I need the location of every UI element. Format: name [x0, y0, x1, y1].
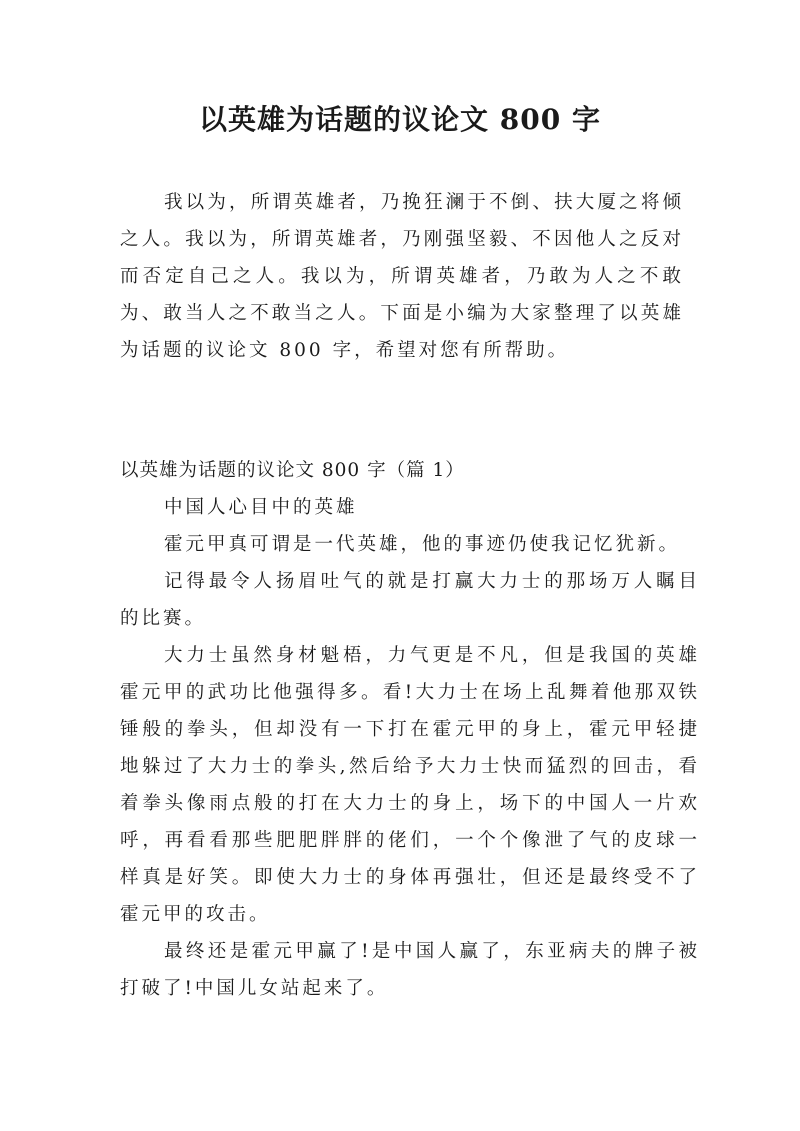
- essay-paragraph: 记得最令人扬眉吐气的就是打赢大力士的那场万人瞩目的比赛。: [120, 571, 700, 629]
- document-title: 以英雄为话题的议论文 800 字: [199, 103, 601, 136]
- section-title: 以英雄为话题的议论文 800 字（篇 1）: [120, 460, 465, 481]
- essay-paragraph: 霍元甲真可谓是一代英雄，他的事迹仍使我记忆犹新。: [164, 534, 681, 555]
- intro-paragraph: 我以为，所谓英雄者，乃挽狂澜于不倒、扶大厦之将倾之人。我以为，所谓英雄者，乃刚强坚毅、不因他人之反对而否定自己之人。我以为，所谓英雄者，乃敢为人之不敢为、敢当人之不敢当之人。下面是小编为大家整理了以英雄为话题的议论文 800 字，希望对您有所帮助。: [120, 192, 684, 361]
- essay-section: [120, 452, 700, 1007]
- essay-title: 中国人心目中的英雄: [164, 497, 358, 518]
- essay-paragraph: 大力士虽然身材魁梧，力气更是不凡，但是我国的英雄霍元甲的武功比他强得多。看!大力士在场上乱舞着他那双铁锤般的拳头，但却没有一下打在霍元甲的身上，霍元甲轻捷地躲过了大力士的拳头,然后给予大力士快而猛烈的回击，看着拳头像雨点般的打在大力士的身上，场下的中国人一片欢呼，再看看那些肥肥胖胖的佬们，一个个像泄了气的皮球一样真是好笑。即使大力士的身体再强壮，但还是最终受不了霍元甲的攻击。: [120, 645, 700, 925]
- essay-paragraph: 最终还是霍元甲赢了!是中国人赢了，东亚病夫的牌子被打破了!中国儿女站起来了。: [120, 941, 700, 999]
